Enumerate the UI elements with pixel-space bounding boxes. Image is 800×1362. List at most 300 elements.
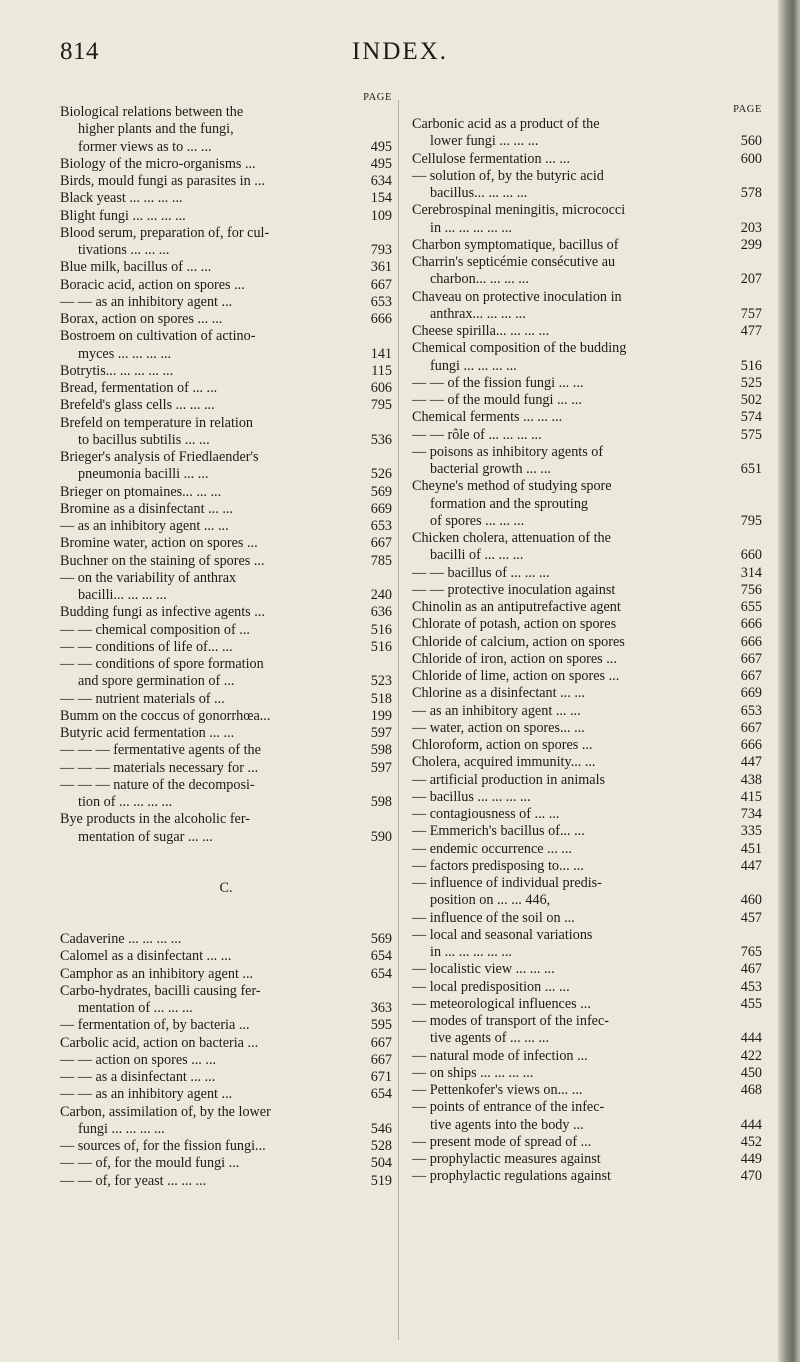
index-entry-page: 756 bbox=[740, 581, 762, 598]
index-entry-text: Chinolin as an antiputrefactive agent bbox=[412, 599, 621, 615]
page-column-label: PAGE bbox=[363, 92, 392, 103]
index-entry bbox=[412, 461, 762, 478]
index-entry bbox=[60, 553, 392, 570]
index-entry bbox=[60, 1017, 392, 1034]
index-entry-text: Bromine as a disinfectant ... ... bbox=[60, 500, 233, 517]
index-entry-text: Bostroem on cultivation of actino- bbox=[60, 328, 256, 345]
index-entry-page: 598 bbox=[370, 794, 392, 810]
index-entry-page: 597 bbox=[370, 759, 392, 776]
index-entry-text: Chlorate of potash, action on spores bbox=[412, 616, 617, 633]
index-entry bbox=[412, 599, 762, 616]
index-entry-page: 574 bbox=[740, 409, 762, 426]
index-entry-text: Cadaverine ... ... ... ... bbox=[60, 931, 182, 947]
index-entry-page: 651 bbox=[740, 461, 762, 477]
index-entry-text: Blood serum, preparation of, for cul- bbox=[60, 224, 270, 241]
index-entry bbox=[412, 1117, 762, 1134]
index-entry-page: 654 bbox=[370, 965, 392, 982]
index-entry-text: Bumm on the coccus of gonorrhœa... bbox=[60, 707, 271, 724]
index-entry bbox=[412, 875, 762, 892]
index-entry-text: — — as a disinfectant ... ... bbox=[60, 1069, 216, 1085]
index-entry bbox=[412, 737, 762, 754]
index-entry-page: 634 bbox=[370, 173, 392, 189]
index-entry-text: Cholera, acquired immunity... ... bbox=[412, 754, 596, 771]
index-entry-text: pneumonia bacilli ... ... bbox=[78, 466, 209, 483]
index-entry bbox=[412, 306, 762, 323]
index-entry bbox=[60, 380, 392, 397]
index-entry bbox=[412, 323, 762, 340]
index-entry bbox=[60, 173, 392, 190]
index-entry-page: 734 bbox=[740, 806, 762, 822]
index-entry bbox=[60, 1138, 392, 1155]
index-entry bbox=[412, 668, 762, 685]
index-entry-page: 422 bbox=[740, 1047, 762, 1064]
index-entry-page: 199 bbox=[370, 707, 392, 724]
index-entry bbox=[412, 530, 762, 547]
index-entry-text: — — of, for yeast ... ... ... bbox=[60, 1172, 207, 1189]
index-entry-page: 590 bbox=[370, 828, 392, 845]
index-entry-page: 299 bbox=[740, 236, 762, 253]
index-entry-text: to bacillus subtilis ... ... bbox=[78, 431, 210, 448]
index-entry bbox=[60, 104, 392, 121]
index-entry-text: — — — nature of the decomposi- bbox=[60, 776, 255, 793]
index-entry-text: — — of, for the mould fungi ... bbox=[60, 1155, 240, 1172]
index-entry-page: 667 bbox=[740, 719, 762, 736]
index-entry-text: — prophylactic measures against bbox=[412, 1151, 601, 1167]
index-entry-page: 207 bbox=[740, 271, 762, 288]
index-entry-page: 141 bbox=[370, 345, 392, 362]
index-entry-text: — points of entrance of the infec- bbox=[412, 1099, 605, 1116]
index-entry bbox=[412, 444, 762, 461]
index-entry-page: 363 bbox=[370, 1000, 392, 1016]
index-entry-page: 526 bbox=[370, 466, 392, 483]
index-entry-text: bacterial growth ... ... bbox=[430, 461, 551, 477]
index-entry-text: — — — materials necessary for ... bbox=[60, 759, 259, 776]
index-entry-text: Chaveau on protective inoculation in bbox=[412, 288, 622, 305]
index-entry bbox=[60, 190, 392, 207]
index-entry-page: 314 bbox=[740, 564, 762, 581]
index-entry bbox=[412, 1099, 762, 1116]
index-entry-text: Chloride of calcium, action on spores bbox=[412, 633, 625, 650]
index-entry-page: 669 bbox=[740, 685, 762, 702]
index-entry-text: tion of ... ... ... ... bbox=[78, 794, 173, 810]
index-entry-text: Chlorine as a disinfectant ... ... bbox=[412, 685, 585, 702]
index-entry-text: Cheese spirilla... ... ... ... bbox=[412, 323, 550, 339]
index-entry-page: 444 bbox=[740, 1030, 762, 1047]
index-entry-page: 575 bbox=[740, 426, 762, 443]
index-entry bbox=[60, 931, 392, 948]
index-entry-page: 450 bbox=[740, 1064, 762, 1081]
index-entry-text: in ... ... ... ... ... bbox=[430, 944, 512, 960]
index-entry bbox=[412, 910, 762, 927]
index-entry-text: Bread, fermentation of ... ... bbox=[60, 380, 218, 396]
index-entry bbox=[412, 961, 762, 978]
index-entry-page: 654 bbox=[370, 1086, 392, 1103]
index-entry-page: 653 bbox=[740, 702, 762, 719]
index-entry-text: — Emmerich's bacillus of... ... bbox=[412, 823, 585, 840]
left-column bbox=[60, 92, 392, 1190]
index-entry-page: 667 bbox=[370, 535, 392, 552]
index-entry-text: — present mode of spread of ... bbox=[412, 1133, 592, 1150]
index-entry-page: 415 bbox=[740, 788, 762, 805]
index-entry bbox=[412, 478, 762, 495]
index-entry-text: Cerebrospinal meningitis, micrococci bbox=[412, 202, 626, 219]
index-entry bbox=[412, 616, 762, 633]
index-entry-page: 606 bbox=[370, 380, 392, 396]
page-column-label: PAGE bbox=[733, 104, 762, 115]
index-entry-text: — artificial production in animals bbox=[412, 771, 606, 788]
index-entry bbox=[412, 634, 762, 651]
index-entry-text: — — rôle of ... ... ... ... bbox=[412, 426, 542, 443]
index-entry bbox=[412, 823, 762, 840]
index-entry-page: 671 bbox=[370, 1069, 392, 1085]
index-entry-page: 516 bbox=[740, 357, 762, 374]
index-entry bbox=[60, 139, 392, 156]
index-entry bbox=[412, 720, 762, 737]
index-entry-text: — — as an inhibitory agent ... bbox=[60, 293, 233, 310]
index-entry-text: Brefeld on temperature in relation bbox=[60, 414, 254, 431]
index-entry bbox=[412, 254, 762, 271]
index-entry bbox=[60, 622, 392, 639]
page-header bbox=[60, 38, 740, 72]
index-entry-page: 447 bbox=[740, 857, 762, 874]
index-entry-text: — Pettenkofer's views on... ... bbox=[412, 1082, 583, 1098]
index-entry-text: — — conditions of life of... ... bbox=[60, 638, 233, 655]
index-entry-text: — — of the fission fungi ... ... bbox=[412, 374, 584, 391]
index-entry bbox=[60, 708, 392, 725]
index-entry bbox=[412, 375, 762, 392]
index-entry-text: — as an inhibitory agent ... ... bbox=[412, 702, 581, 719]
index-entry bbox=[412, 858, 762, 875]
index-entry-text: Black yeast ... ... ... ... bbox=[60, 190, 183, 207]
index-entry bbox=[412, 358, 762, 375]
index-entry-text: of spores ... ... ... bbox=[430, 512, 525, 529]
index-entry-text: Blight fungi ... ... ... ... bbox=[60, 207, 186, 224]
index-entry-page: 795 bbox=[370, 397, 392, 414]
index-entry-text: Blue milk, bacillus of ... ... bbox=[60, 259, 212, 276]
index-entry bbox=[60, 518, 392, 535]
index-entry-text: Buchner on the staining of spores ... bbox=[60, 552, 265, 569]
index-entry bbox=[412, 168, 762, 185]
index-entry-text: mentation of sugar ... ... bbox=[78, 828, 213, 845]
index-entry bbox=[412, 1134, 762, 1151]
index-entry bbox=[412, 151, 762, 168]
index-entry-text: bacilli of ... ... ... bbox=[430, 547, 524, 564]
index-entry-page: 519 bbox=[370, 1172, 392, 1189]
index-entry bbox=[60, 948, 392, 965]
index-entry-text: Charrin's septicémie consécutive au bbox=[412, 254, 616, 270]
index-entry-text: Biology of the micro-organisms ... bbox=[60, 155, 256, 172]
index-entry-page: 653 bbox=[370, 518, 392, 534]
index-entry-text: Brieger's analysis of Friedlaender's bbox=[60, 449, 259, 465]
index-entry-text: — meteorological influences ... bbox=[412, 995, 591, 1012]
index-entry-text: in ... ... ... ... ... bbox=[430, 219, 512, 236]
index-entry-text: charbon... ... ... ... bbox=[430, 271, 529, 288]
page-number: 814 bbox=[60, 38, 99, 65]
index-entry-text: Birds, mould fungi as parasites in ... bbox=[60, 173, 265, 189]
index-entry bbox=[60, 966, 392, 983]
index-entry-page: 523 bbox=[370, 673, 392, 690]
index-entry-text: fungi ... ... ... ... bbox=[430, 357, 517, 374]
index-entry bbox=[60, 1155, 392, 1172]
index-entry-text: — on the variability of anthrax bbox=[60, 569, 237, 586]
index-entry-text: Cheyne's method of studying spore bbox=[412, 478, 612, 495]
index-entry bbox=[60, 794, 392, 811]
index-entry bbox=[60, 725, 392, 742]
index-entry-page: 240 bbox=[370, 587, 392, 603]
index-entry-text: — factors predisposing to... ... bbox=[412, 857, 584, 874]
index-entry-page: 504 bbox=[370, 1155, 392, 1172]
index-entry bbox=[412, 513, 762, 530]
index-entry-text: tive agents of ... ... ... bbox=[430, 1030, 549, 1047]
index-entry-page: 598 bbox=[370, 742, 392, 759]
index-entry bbox=[60, 570, 392, 587]
index-entry-page: 335 bbox=[740, 823, 762, 840]
right-index-entries bbox=[412, 116, 762, 1186]
index-entry-page: 569 bbox=[370, 931, 392, 947]
index-entry-page: 203 bbox=[740, 219, 762, 236]
index-entry bbox=[60, 587, 392, 604]
index-entry-text: Bromine water, action on spores ... bbox=[60, 535, 258, 552]
index-entry bbox=[412, 582, 762, 599]
index-entry-text: — fermentation of, by bacteria ... bbox=[60, 1017, 250, 1034]
index-entry bbox=[60, 1173, 392, 1190]
right-column bbox=[412, 92, 762, 1186]
index-entry-text: tivations ... ... ... bbox=[78, 242, 170, 258]
index-entry-text: Carbonic acid as a product of the bbox=[412, 116, 600, 132]
index-entry-page: 460 bbox=[740, 892, 762, 909]
index-entry-text: Chemical ferments ... ... ... bbox=[412, 409, 563, 426]
index-entry-page: 654 bbox=[370, 948, 392, 965]
index-entry-page: 600 bbox=[740, 150, 762, 167]
index-entry-page: 154 bbox=[370, 190, 392, 207]
index-entry bbox=[412, 202, 762, 219]
index-entry-page: 468 bbox=[740, 1082, 762, 1098]
index-entry-text: — on ships ... ... ... ... bbox=[412, 1064, 534, 1081]
index-entry-text: — poisons as inhibitory agents of bbox=[412, 443, 604, 460]
index-entry bbox=[60, 311, 392, 328]
index-entry bbox=[60, 121, 392, 138]
index-entry-page: 785 bbox=[370, 552, 392, 569]
index-entry-page: 666 bbox=[370, 311, 392, 327]
index-entry-page: 457 bbox=[740, 909, 762, 926]
index-entry bbox=[60, 415, 392, 432]
index-entry bbox=[60, 484, 392, 501]
index-entry-text: Budding fungi as infective agents ... bbox=[60, 604, 265, 621]
index-entry bbox=[60, 760, 392, 777]
index-entry-text: — — conditions of spore formation bbox=[60, 656, 264, 672]
index-entry-text: — local and seasonal variations bbox=[412, 926, 593, 943]
index-entry bbox=[60, 501, 392, 518]
index-entry-page: 477 bbox=[740, 323, 762, 339]
index-entry-page: 455 bbox=[740, 995, 762, 1012]
index-entry bbox=[412, 927, 762, 944]
index-entry-text: Camphor as an inhibitory agent ... bbox=[60, 965, 254, 982]
index-entry-text: — local predisposition ... ... bbox=[412, 978, 570, 995]
index-entry bbox=[412, 996, 762, 1013]
index-entry-text: formation and the sprouting bbox=[430, 495, 589, 512]
index-entry-text: — — of the mould fungi ... ... bbox=[412, 392, 582, 408]
index-entry-page: 578 bbox=[740, 185, 762, 201]
index-entry-page: 525 bbox=[740, 374, 762, 391]
index-entry bbox=[60, 277, 392, 294]
index-entry-page: 597 bbox=[370, 725, 392, 741]
index-entry-text: Carbo-hydrates, bacilli causing fer- bbox=[60, 982, 261, 999]
index-entry-text: Bye products in the alcoholic fer- bbox=[60, 811, 251, 828]
index-entry-page: 536 bbox=[370, 431, 392, 448]
index-entry-page: 467 bbox=[740, 961, 762, 978]
index-entry bbox=[60, 811, 392, 828]
index-entry-text: Brieger on ptomaines... ... ... bbox=[60, 483, 222, 500]
index-entry bbox=[412, 565, 762, 582]
index-entry bbox=[60, 397, 392, 414]
index-entry-text: Chemical composition of the budding bbox=[412, 340, 627, 357]
index-entry bbox=[412, 789, 762, 806]
index-entry-page: 666 bbox=[740, 737, 762, 753]
index-entry-page: 660 bbox=[740, 547, 762, 564]
index-entry-page: 109 bbox=[370, 207, 392, 224]
index-entry-text: — prophylactic regulations against bbox=[412, 1168, 611, 1185]
index-entry-text: — natural mode of infection ... bbox=[412, 1047, 588, 1064]
index-entry-page: 502 bbox=[740, 392, 762, 408]
index-entry bbox=[60, 432, 392, 449]
index-entry-page: 667 bbox=[740, 650, 762, 667]
index-entry bbox=[412, 133, 762, 150]
index-entry bbox=[60, 449, 392, 466]
index-entry bbox=[412, 1030, 762, 1047]
index-entry-text: — as an inhibitory agent ... ... bbox=[60, 518, 229, 534]
index-entry-text: Biological relations between the bbox=[60, 104, 244, 120]
index-entry bbox=[60, 656, 392, 673]
index-entry-text: Boracic acid, action on spores ... bbox=[60, 276, 245, 293]
index-entry-page: 495 bbox=[370, 155, 392, 172]
index-entry-text: former views as to ... ... bbox=[78, 138, 212, 155]
index-entry bbox=[60, 1121, 392, 1138]
index-entry bbox=[412, 1013, 762, 1030]
index-entry-text: Cellulose fermentation ... ... bbox=[412, 150, 570, 167]
index-entry bbox=[412, 340, 762, 357]
index-entry bbox=[412, 289, 762, 306]
index-entry-page: 667 bbox=[370, 276, 392, 293]
index-entry bbox=[412, 392, 762, 409]
index-entry bbox=[60, 208, 392, 225]
index-entry-page: 528 bbox=[370, 1138, 392, 1154]
left-index-entries bbox=[60, 104, 392, 846]
index-entry bbox=[60, 1035, 392, 1052]
index-entry bbox=[60, 777, 392, 794]
index-entry bbox=[412, 1151, 762, 1168]
index-entry bbox=[412, 220, 762, 237]
index-entry bbox=[60, 1069, 392, 1086]
index-entry bbox=[60, 535, 392, 552]
index-entry-page: 667 bbox=[370, 1034, 392, 1051]
index-entry bbox=[412, 685, 762, 702]
index-entry bbox=[412, 409, 762, 426]
index-entry-page: 560 bbox=[740, 133, 762, 150]
index-entry bbox=[412, 979, 762, 996]
index-entry bbox=[412, 651, 762, 668]
index-entry-page: 518 bbox=[370, 690, 392, 707]
index-entry bbox=[60, 156, 392, 173]
index-entry-page: 666 bbox=[740, 616, 762, 633]
index-entry-text: — sources of, for the fission fungi... bbox=[60, 1138, 266, 1154]
index-entry-text: — — bacillus of ... ... ... bbox=[412, 564, 550, 581]
section-letter: C. bbox=[219, 879, 233, 896]
index-entry-page: 653 bbox=[370, 293, 392, 310]
index-entry-page: 361 bbox=[370, 259, 392, 276]
index-entry bbox=[60, 691, 392, 708]
index-entry-page: 516 bbox=[370, 638, 392, 655]
index-entry bbox=[60, 983, 392, 1000]
index-entry-text: Chloroform, action on spores ... bbox=[412, 737, 593, 753]
index-entry-page: 636 bbox=[370, 604, 392, 621]
index-entry-text: — localistic view ... ... ... bbox=[412, 961, 555, 978]
index-entry bbox=[60, 1052, 392, 1069]
index-entry-text: Butyric acid fermentation ... ... bbox=[60, 725, 235, 741]
index-entry-text: and spore germination of ... bbox=[78, 673, 235, 690]
index-entry-page: 765 bbox=[740, 944, 762, 960]
index-entry bbox=[60, 1104, 392, 1121]
index-entry-text: — influence of the soil on ... bbox=[412, 909, 575, 926]
index-entry-text: — — protective inoculation against bbox=[412, 581, 616, 598]
index-entry-text: bacilli... ... ... ... bbox=[78, 587, 167, 603]
index-entry bbox=[412, 1168, 762, 1185]
index-entry bbox=[60, 363, 392, 380]
index-entry bbox=[412, 116, 762, 133]
index-entry-page: 667 bbox=[740, 668, 762, 684]
index-entry bbox=[412, 806, 762, 823]
index-entry bbox=[412, 1082, 762, 1099]
index-entry-page: 453 bbox=[740, 978, 762, 995]
index-entry bbox=[412, 841, 762, 858]
index-entry-text: Carbolic acid, action on bacteria ... bbox=[60, 1034, 259, 1051]
index-entry-text: anthrax... ... ... ... bbox=[430, 305, 526, 322]
index-entry-text: — solution of, by the butyric acid bbox=[412, 167, 604, 184]
index-entry bbox=[60, 294, 392, 311]
index-entry-text: lower fungi ... ... ... bbox=[430, 133, 539, 150]
index-entry bbox=[412, 1065, 762, 1082]
index-entry-text: Botrytis... ... ... ... ... bbox=[60, 362, 174, 379]
index-entry-page: 451 bbox=[740, 840, 762, 857]
index-entry bbox=[60, 466, 392, 483]
index-entry-page: 757 bbox=[740, 305, 762, 322]
index-entry-text: Borax, action on spores ... ... bbox=[60, 311, 223, 327]
index-entry-text: higher plants and the fungi, bbox=[78, 121, 234, 138]
index-entry bbox=[60, 829, 392, 846]
index-entry bbox=[60, 742, 392, 759]
index-entry-text: fungi ... ... ... ... bbox=[78, 1120, 165, 1137]
index-entry bbox=[412, 892, 762, 909]
index-entry-text: — — action on spores ... ... bbox=[60, 1051, 217, 1068]
index-entry bbox=[412, 271, 762, 288]
index-entry bbox=[412, 185, 762, 202]
index-entry-text: Chloride of iron, action on spores ... bbox=[412, 650, 617, 667]
index-entry-page: 452 bbox=[740, 1133, 762, 1150]
index-entry bbox=[412, 772, 762, 789]
left-index-entries-c bbox=[60, 931, 392, 1190]
index-entry bbox=[412, 237, 762, 254]
index-entry bbox=[412, 754, 762, 771]
index-entry-page: 447 bbox=[740, 754, 762, 771]
index-entry-page: 495 bbox=[370, 138, 392, 155]
index-entry-page: 655 bbox=[740, 599, 762, 615]
index-entry-page: 444 bbox=[740, 1116, 762, 1133]
index-entry bbox=[60, 259, 392, 276]
index-entry bbox=[60, 604, 392, 621]
index-entry bbox=[412, 944, 762, 961]
index-entry-page: 795 bbox=[740, 512, 762, 529]
page-title: INDEX. bbox=[351, 38, 448, 65]
index-entry bbox=[412, 496, 762, 513]
